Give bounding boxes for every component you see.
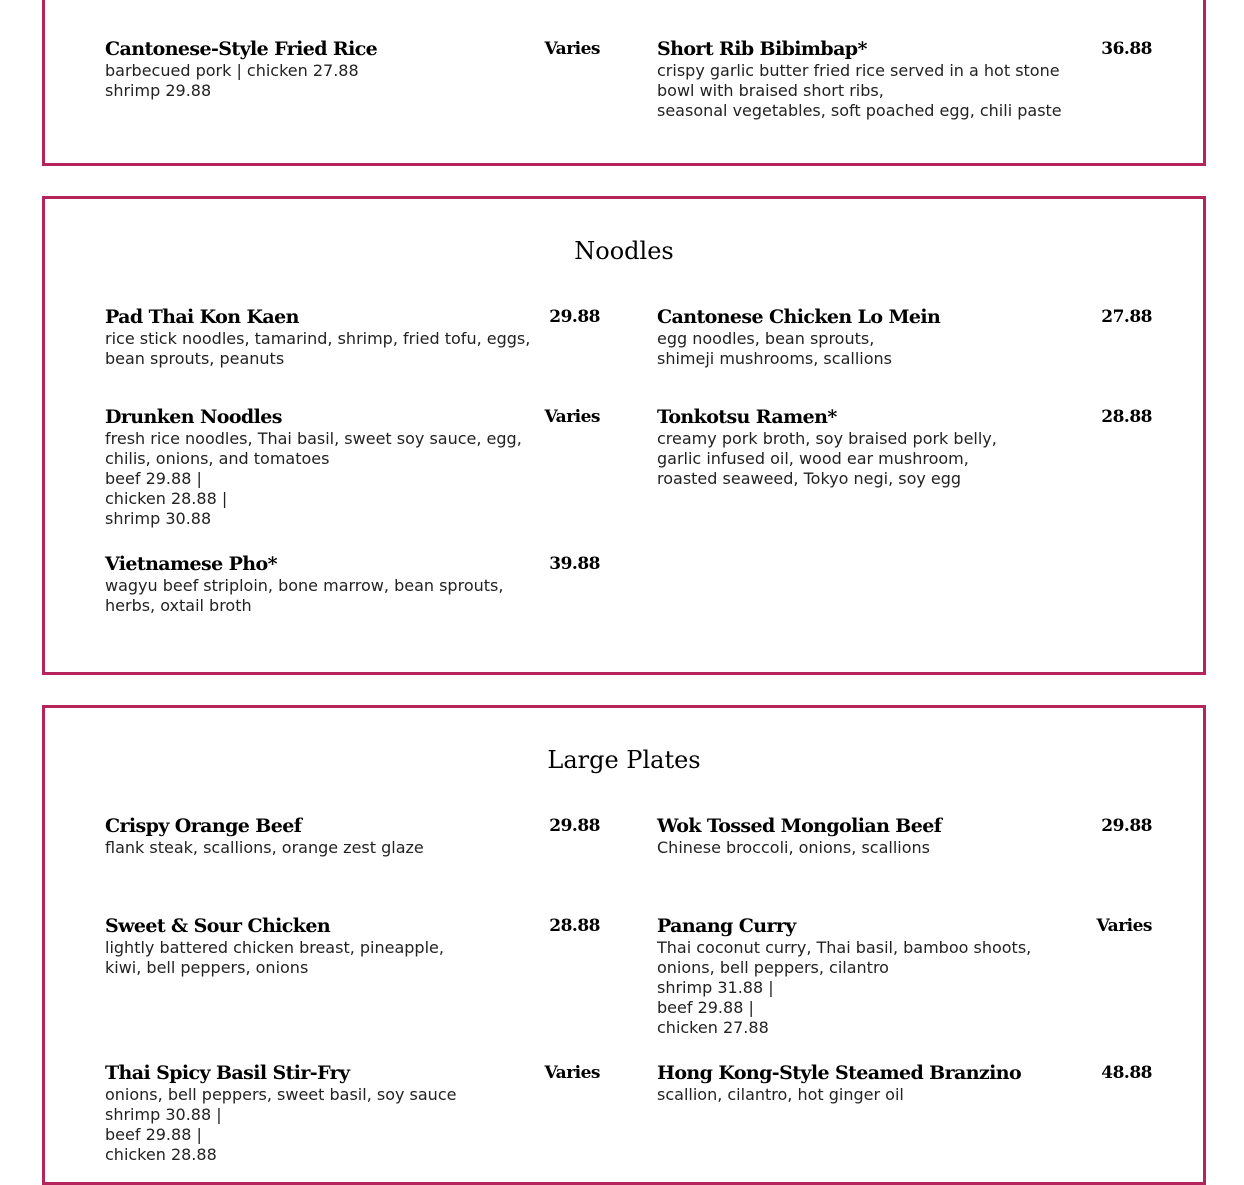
- item-description: [657, 61, 1152, 121]
- item-price: 48.88: [1101, 1063, 1152, 1083]
- section-rice: [42, 0, 1206, 166]
- menu-item: [105, 37, 600, 101]
- desc-line: crispy garlic butter fried rice served in a hot stone: [657, 61, 1060, 80]
- desc-line: wagyu beef striploin, bone marrow, bean sprouts,: [105, 576, 504, 595]
- item-name: Crispy Orange Beef: [105, 815, 302, 837]
- menu-item: [105, 1061, 600, 1165]
- desc-line: Thai coconut curry, Thai basil, bamboo shoots,: [657, 938, 1032, 957]
- item-price: Varies: [544, 39, 600, 59]
- item-name: Vietnamese Pho*: [105, 553, 277, 575]
- menu-item: [657, 305, 1152, 369]
- item-price: 29.88: [549, 816, 600, 836]
- desc-line: garlic infused oil, wood ear mushroom,: [657, 449, 969, 468]
- desc-line: rice stick noodles, tamarind, shrimp, fried tofu, eggs,: [105, 329, 531, 348]
- desc-line: chilis, onions, and tomatoes: [105, 449, 330, 468]
- desc-line: chicken 28.88 |: [105, 489, 228, 508]
- section-noodles: [42, 196, 1206, 675]
- menu-item: [105, 914, 600, 978]
- item-name: Pad Thai Kon Kaen: [105, 306, 299, 328]
- menu-item: [105, 305, 600, 369]
- desc-line: onions, bell peppers, sweet basil, soy sauce: [105, 1085, 457, 1104]
- item-name: Hong Kong-Style Steamed Branzino: [657, 1062, 1022, 1084]
- desc-line: bean sprouts, peanuts: [105, 349, 285, 368]
- item-price: 28.88: [549, 916, 600, 936]
- item-price: Varies: [544, 1063, 600, 1083]
- item-description: [657, 838, 1152, 858]
- item-price: 39.88: [549, 554, 600, 574]
- item-description: [657, 329, 1152, 369]
- desc-line: shrimp 30.88: [105, 509, 212, 528]
- desc-line: seasonal vegetables, soft poached egg, chili paste: [657, 101, 1062, 120]
- item-description: [105, 576, 600, 616]
- item-description: [105, 938, 600, 978]
- item-description: [105, 329, 600, 369]
- item-price: 27.88: [1101, 307, 1152, 327]
- menu-item: [657, 914, 1152, 1038]
- desc-line: shrimp 30.88 |: [105, 1105, 222, 1124]
- item-name: Tonkotsu Ramen*: [657, 406, 837, 428]
- item-name: Panang Curry: [657, 915, 796, 937]
- menu-item: [105, 552, 600, 616]
- item-description: [105, 429, 600, 529]
- menu-item: [657, 405, 1152, 489]
- desc-line: chicken 27.88: [657, 1018, 769, 1037]
- item-name: Cantonese-Style Fried Rice: [105, 38, 378, 60]
- desc-line: beef 29.88 |: [105, 1125, 202, 1144]
- item-name: Short Rib Bibimbap*: [657, 38, 867, 60]
- menu-item: [657, 1061, 1152, 1105]
- desc-line: roasted seaweed, Tokyo negi, soy egg: [657, 469, 962, 488]
- desc-line: scallion, cilantro, hot ginger oil: [657, 1085, 904, 1104]
- item-name: Wok Tossed Mongolian Beef: [657, 815, 942, 837]
- desc-line: onions, bell peppers, cilantro: [657, 958, 889, 977]
- desc-line: shrimp 29.88: [105, 81, 212, 100]
- item-description: [105, 1085, 600, 1165]
- item-price: 29.88: [1101, 816, 1152, 836]
- item-price: 29.88: [549, 307, 600, 327]
- desc-line: fresh rice noodles, Thai basil, sweet soy sauce, egg,: [105, 429, 522, 448]
- desc-line: beef 29.88 |: [105, 469, 202, 488]
- item-description: [657, 938, 1152, 1038]
- section-large-plates: [42, 705, 1206, 1185]
- desc-line: barbecued pork | chicken 27.88: [105, 61, 359, 80]
- menu-item: [657, 814, 1152, 858]
- item-description: [105, 61, 600, 101]
- item-price: Varies: [544, 407, 600, 427]
- menu-item: [105, 405, 600, 529]
- item-price: 28.88: [1101, 407, 1152, 427]
- desc-line: herbs, oxtail broth: [105, 596, 252, 615]
- desc-line: lightly battered chicken breast, pineapple,: [105, 938, 444, 957]
- item-description: [657, 429, 1152, 489]
- item-name: Drunken Noodles: [105, 406, 282, 428]
- item-description: [657, 1085, 1152, 1105]
- section-title: Large Plates: [547, 746, 701, 774]
- section-title: Noodles: [574, 237, 674, 265]
- menu-item: [657, 37, 1152, 121]
- desc-line: Chinese broccoli, onions, scallions: [657, 838, 930, 857]
- item-name: Sweet & Sour Chicken: [105, 915, 331, 937]
- item-name: Thai Spicy Basil Stir-Fry: [105, 1062, 350, 1084]
- desc-line: shrimp 31.88 |: [657, 978, 774, 997]
- desc-line: creamy pork broth, soy braised pork belly,: [657, 429, 997, 448]
- desc-line: shimeji mushrooms, scallions: [657, 349, 892, 368]
- desc-line: bowl with braised short ribs,: [657, 81, 884, 100]
- desc-line: beef 29.88 |: [657, 998, 754, 1017]
- item-price: 36.88: [1101, 39, 1152, 59]
- item-price: Varies: [1096, 916, 1152, 936]
- desc-line: kiwi, bell peppers, onions: [105, 958, 309, 977]
- desc-line: egg noodles, bean sprouts,: [657, 329, 875, 348]
- item-name: Cantonese Chicken Lo Mein: [657, 306, 941, 328]
- desc-line: chicken 28.88: [105, 1145, 217, 1164]
- desc-line: flank steak, scallions, orange zest glaze: [105, 838, 424, 857]
- menu-item: [105, 814, 600, 858]
- item-description: [105, 838, 600, 858]
